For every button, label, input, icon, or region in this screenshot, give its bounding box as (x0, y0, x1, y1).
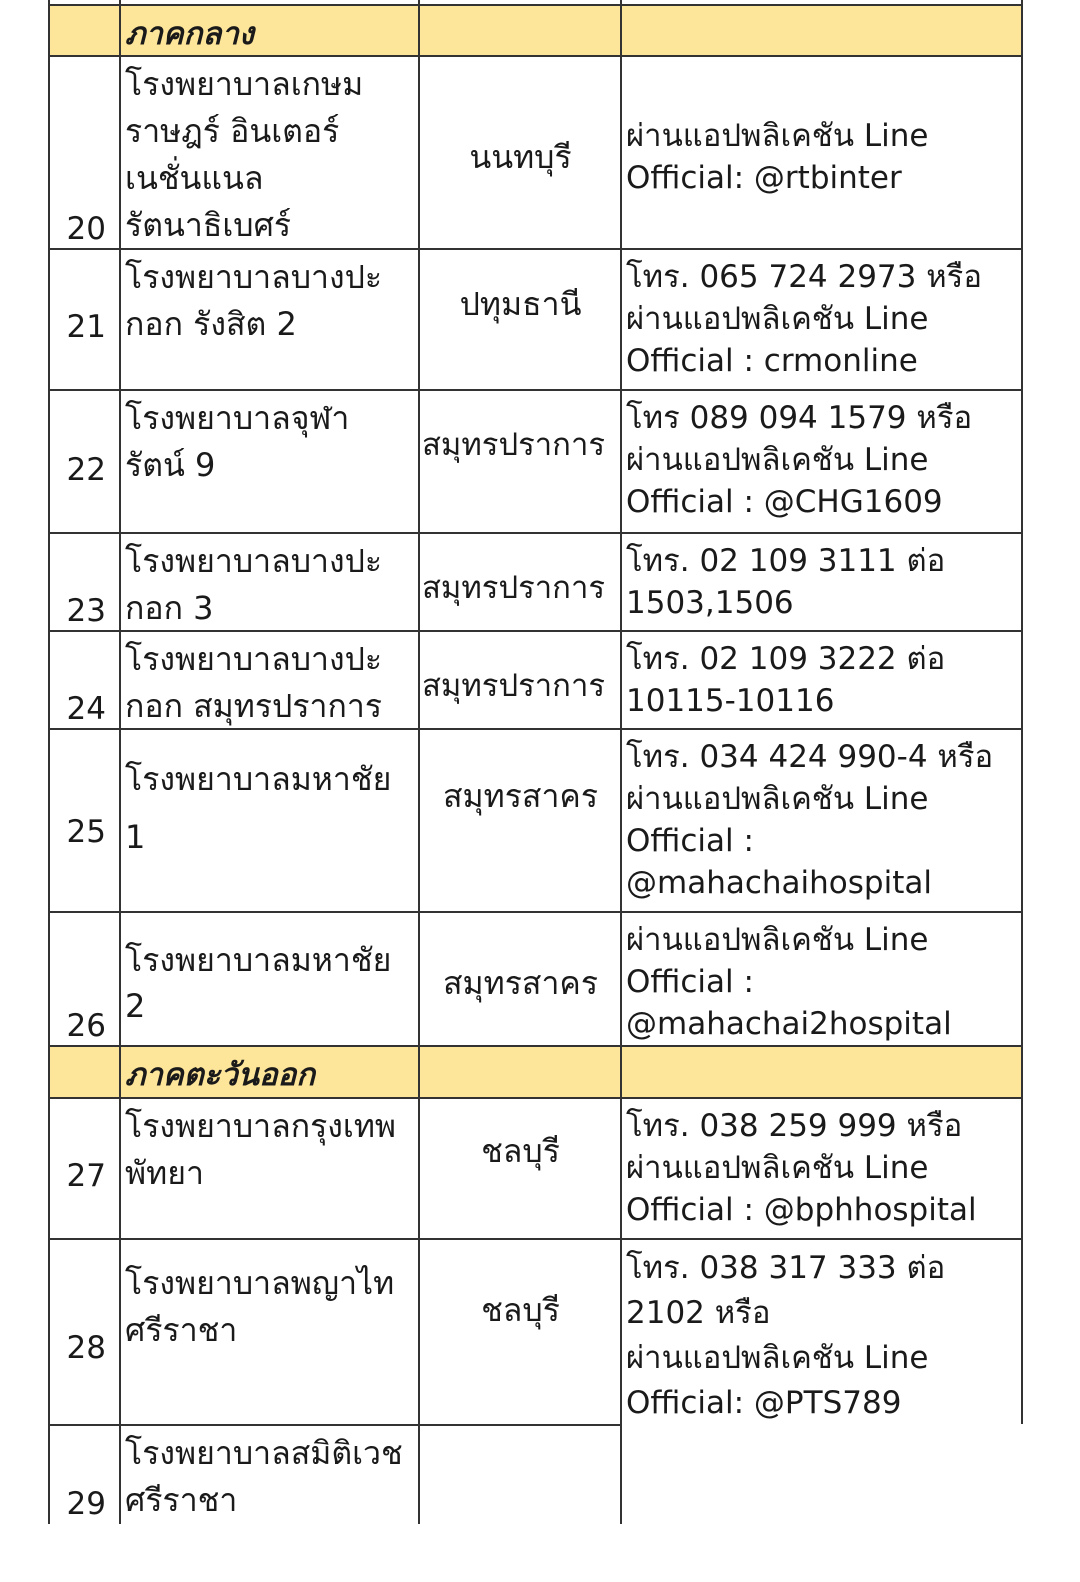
table-row (48, 532, 1023, 631)
hospital-name-line: โรงพยาบาลมหาชัย (125, 760, 392, 798)
contact-line: โทร. 038 259 999 หรือ (626, 1108, 963, 1144)
contact-line: ผ่านแอปพลิเคชัน Line (626, 301, 929, 337)
contact-line: Official : crmonline (626, 343, 918, 379)
hospital-name-line: รัตนาธิเบศร์ (125, 206, 292, 244)
hospital-name-line: โรงพยาบาลพญาไท (125, 1264, 395, 1302)
contact-line: โทร. 034 424 990-4 หรือ (626, 739, 994, 775)
table-row (48, 630, 1023, 729)
section-title: ภาคตะวันออก (125, 1057, 315, 1093)
contact-line: @mahachai2hospital (626, 1006, 952, 1042)
province: ชลบุรี (481, 1291, 560, 1329)
hospital-name-line: 1 (125, 818, 146, 856)
contact-line: ผ่านแอปพลิเคชัน Line (626, 442, 929, 478)
contact-line: Official : @bphhospital (626, 1192, 977, 1228)
cell-border (1021, 1238, 1023, 1424)
contact-line: ผ่านแอปพลิเคชัน Line (626, 781, 929, 817)
contact-line: Official: @PTS789 (626, 1385, 902, 1421)
hospital-name-line: กอก สมุทรปราการ (125, 687, 383, 725)
province: สมุทรปราการ (422, 668, 606, 704)
contact-line: ผ่านแอปพลิเคชัน Line (626, 1150, 929, 1186)
row-number: 20 (66, 211, 106, 247)
table-row (48, 1238, 1023, 1426)
contact-line: Official : @CHG1609 (626, 484, 943, 520)
section-header-east (48, 1045, 1023, 1098)
hospital-name-line: ศรีราชา (125, 1311, 238, 1349)
province: ชลบุรี (481, 1132, 560, 1170)
hospital-name-line: รัตน์ 9 (125, 446, 216, 484)
row-number: 25 (66, 814, 106, 850)
hospital-name-line: กอก 3 (125, 589, 214, 627)
table-row (48, 248, 1023, 390)
hospital-name-line: โรงพยาบาลเกษม (125, 65, 364, 103)
hospital-name-line: ราษฎร์ อินเตอร์ (125, 112, 340, 150)
province: สมุทรสาคร (443, 777, 598, 815)
table-row (48, 389, 1023, 533)
contact-line: โทร. 02 109 3111 ต่อ (626, 543, 946, 579)
hospital-name-line: โรงพยาบาลบางปะ (125, 640, 383, 678)
table-row (48, 1424, 1023, 1524)
hospital-name-line: ศรีราชา (125, 1481, 238, 1519)
section-header-central (48, 4, 1023, 56)
province: สมุทรสาคร (443, 964, 598, 1002)
hospital-name-line: เนชั่นแนล (125, 159, 264, 197)
row-number: 28 (66, 1330, 106, 1366)
province: นนทบุรี (469, 138, 572, 176)
contact-line: 2102 หรือ (626, 1295, 771, 1331)
hospital-name-line: โรงพยาบาลมหาชัย (125, 941, 392, 979)
province: สมุทรปราการ (422, 570, 606, 606)
contact-line: @mahachaihospital (626, 865, 932, 901)
contact-line: Official: @rtbinter (626, 160, 902, 196)
contact-line: โทร. 038 317 333 ต่อ (626, 1250, 946, 1286)
hospital-name-line: 2 (125, 987, 146, 1025)
contact-line: โทร. 065 724 2973 หรือ (626, 259, 982, 295)
contact-line: ผ่านแอปพลิเคชัน Line (626, 922, 929, 958)
province: สมุทรปราการ (422, 427, 606, 463)
row-number: 27 (66, 1158, 106, 1194)
hospital-name-line: พัทยา (125, 1154, 204, 1192)
row-number: 21 (66, 309, 106, 345)
row-number: 26 (66, 1008, 106, 1044)
hospital-name-line: โรงพยาบาลกรุงเทพ (125, 1107, 397, 1145)
hospital-name-line: โรงพยาบาลจุฬา (125, 399, 350, 437)
contact-line: 10115-10116 (626, 683, 835, 719)
table-row (48, 911, 1023, 1046)
section-title: ภาคกลาง (125, 16, 254, 52)
hospital-name-line: โรงพยาบาลสมิติเวช (125, 1434, 403, 1472)
contact-line: โทร. 02 109 3222 ต่อ (626, 641, 946, 677)
contact-line: โทร 089 094 1579 หรือ (626, 400, 973, 436)
row-number: 24 (66, 691, 106, 727)
table-row (48, 728, 1023, 912)
hospital-name-line: โรงพยาบาลบางปะ (125, 542, 383, 580)
table-row (48, 55, 1023, 249)
contact-line: ผ่านแอปพลิเคชัน Line (626, 118, 929, 154)
province: ปทุมธานี (459, 285, 582, 323)
contact-line: 1503,1506 (626, 585, 794, 621)
row-number: 22 (66, 452, 106, 488)
contact-line: Official : (626, 964, 754, 1000)
table-row (48, 1097, 1023, 1239)
contact-line: ผ่านแอปพลิเคชัน Line (626, 1340, 929, 1376)
row-number: 23 (66, 593, 106, 629)
hospital-name-line: โรงพยาบาลบางปะ (125, 258, 383, 296)
hospital-name-line: กอก รังสิต 2 (125, 305, 297, 343)
row-number: 29 (66, 1486, 106, 1522)
contact-line: Official : (626, 823, 754, 859)
